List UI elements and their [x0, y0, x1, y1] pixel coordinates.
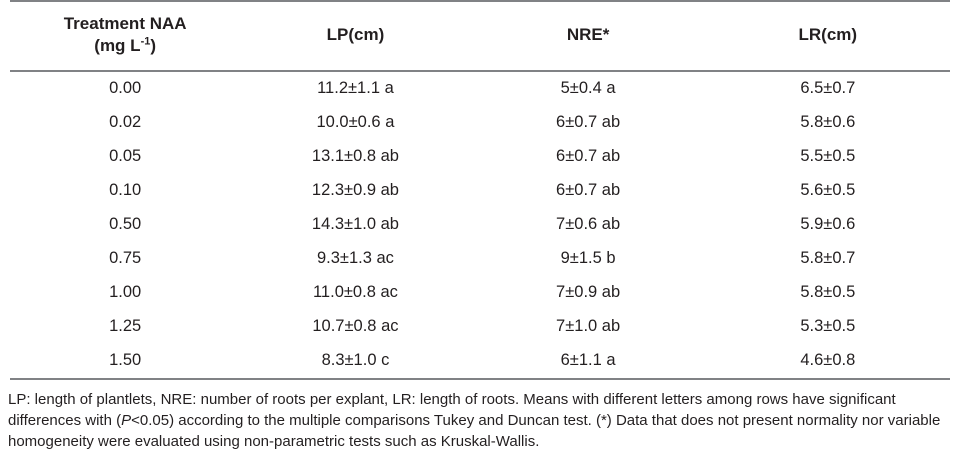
footnote-part-1: LP: length of plantlets, NRE: number of roots per explant, LR: length of roots. Means with different letters among rows have significant differences with (	[8, 390, 896, 429]
results-table	[10, 0, 950, 380]
cell-treatment: 0.05	[109, 147, 142, 165]
treatment-unit-post: )	[150, 35, 157, 55]
column-header-nre: NRE*	[566, 24, 610, 44]
cell-lp: 14.3±1.0 ab	[311, 215, 399, 233]
column-header-lp: LP(cm)	[326, 24, 385, 44]
table-footnote	[8, 389, 952, 453]
cell-lr: 5.8±0.5	[800, 283, 856, 301]
footnote-italic-p: P	[121, 411, 132, 429]
cell-lr: 5.8±0.6	[800, 113, 856, 131]
table-row	[10, 344, 950, 379]
cell-lr: 5.6±0.5	[800, 181, 856, 199]
cell-lp: 10.7±0.8 ac	[312, 317, 399, 335]
table-row	[10, 208, 950, 242]
table-header	[10, 1, 950, 71]
table-row	[10, 242, 950, 276]
cell-nre: 6±0.7 ab	[556, 181, 621, 199]
cell-nre: 6±0.7 ab	[556, 147, 621, 165]
cell-lr: 6.5±0.7	[800, 79, 856, 97]
cell-nre: 7±1.0 ab	[556, 317, 621, 335]
treatment-unit-pre: (mg L	[94, 35, 141, 55]
table-row	[10, 276, 950, 310]
cell-treatment: 1.00	[109, 283, 142, 301]
cell-nre: 9±1.5 b	[560, 249, 616, 267]
cell-nre: 5±0.4 a	[560, 79, 616, 97]
cell-lp: 12.3±0.9 ab	[311, 181, 399, 199]
column-header-lr: LR(cm)	[798, 24, 858, 44]
table-row	[10, 106, 950, 140]
table-row	[10, 140, 950, 174]
footnote-part-2: <0.05) according to the multiple comparisons Tukey and Duncan test. (*) Data that does not present normality nor variable homogeneity were evaluated using non-parametric tests such as Kruskal-Wallis.	[8, 411, 941, 451]
cell-nre: 6±0.7 ab	[556, 113, 621, 131]
cell-lp: 13.1±0.8 ab	[311, 147, 399, 165]
cell-lr: 5.8±0.7	[800, 249, 856, 267]
cell-treatment: 0.02	[109, 113, 142, 131]
cell-lr: 5.5±0.5	[800, 147, 856, 165]
cell-lr: 4.6±0.8	[706, 344, 950, 379]
cell-lp: 11.2±1.1 a	[317, 79, 394, 97]
column-header-treatment	[10, 1, 240, 71]
cell-treatment: 0.75	[109, 249, 142, 267]
column-header-treatment-line1: Treatment NAA	[63, 14, 187, 33]
cell-treatment: 1.25	[109, 317, 142, 335]
cell-lp: 10.0±0.6 a	[316, 113, 395, 131]
table-row	[10, 71, 950, 106]
cell-lr: 5.3±0.5	[800, 317, 856, 335]
cell-treatment: 0.10	[109, 181, 142, 199]
cell-treatment: 0.00	[109, 79, 142, 97]
cell-lp: 11.0±0.8 ac	[312, 283, 398, 301]
cell-lp: 9.3±1.3 ac	[316, 249, 394, 267]
cell-nre: 7±0.6 ab	[556, 215, 621, 233]
cell-treatment: 0.50	[109, 215, 142, 233]
cell-treatment: 1.50	[10, 344, 240, 379]
header-row	[10, 1, 950, 71]
cell-nre: 6±1.1 a	[471, 344, 706, 379]
cell-lr: 5.9±0.6	[800, 215, 856, 233]
table-row	[10, 174, 950, 208]
treatment-unit-exponent: -1	[140, 35, 151, 48]
cell-nre: 7±0.9 ab	[556, 283, 621, 301]
table-body	[10, 71, 950, 379]
table-row	[10, 310, 950, 344]
cell-lp: 8.3±1.0 c	[240, 344, 470, 379]
column-header-treatment-line2	[14, 35, 236, 57]
